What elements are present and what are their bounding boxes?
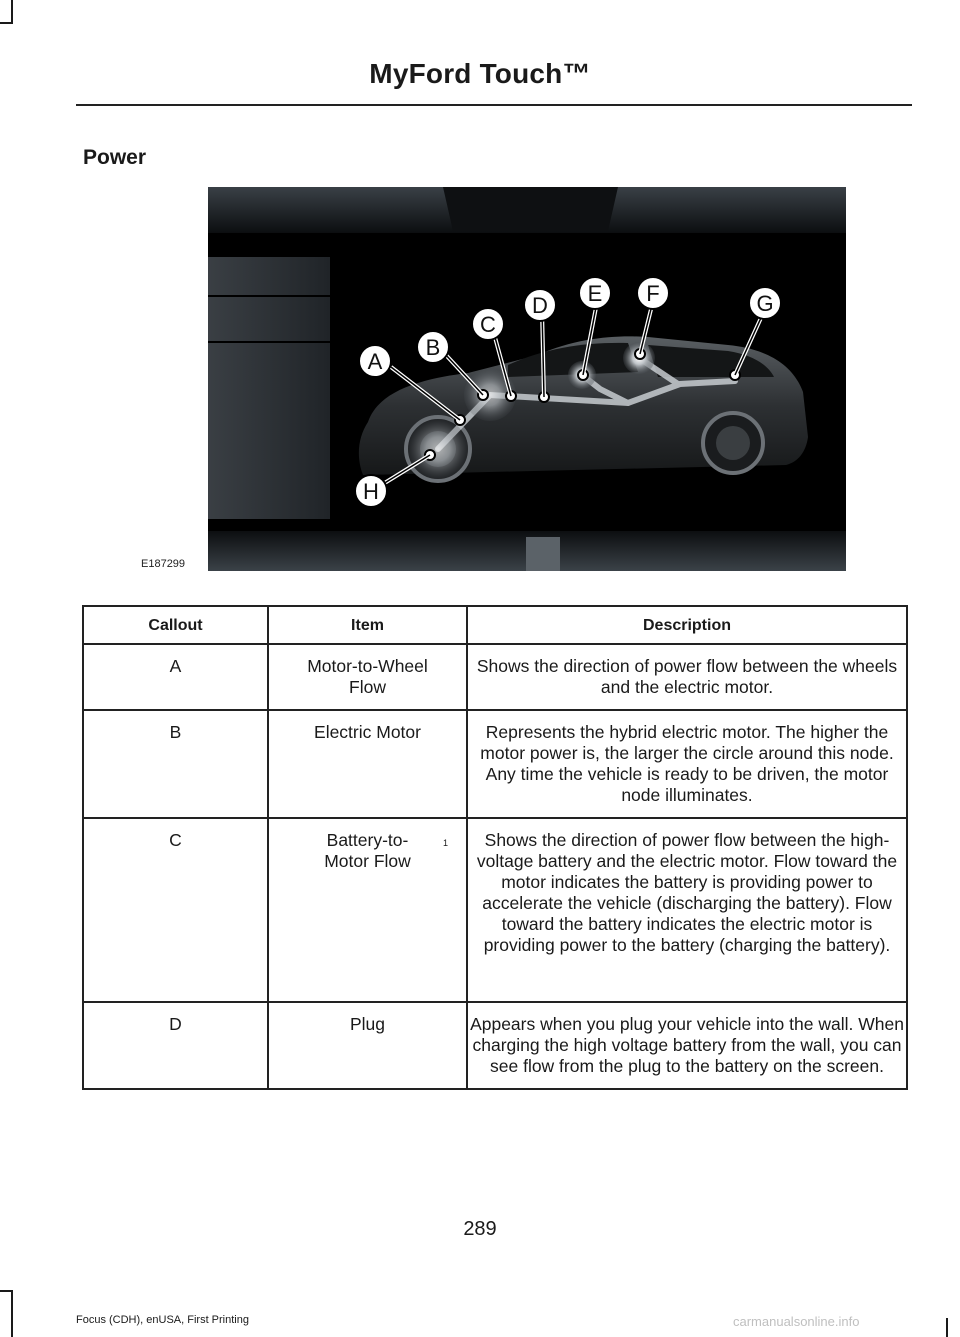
svg-text:C: C [480,312,496,337]
svg-text:A: A [367,349,383,374]
item-text: Electric Motor [314,722,421,742]
description-cell: Represents the hybrid electric motor. The higher the motor power is, the larger the circle around this node. Any time the vehicle is ready to be driven, the motor node illuminates. [467,710,907,818]
callout-g [749,287,781,319]
item-text: Battery-to-Motor Flow [324,830,411,871]
figure-code: E187299 [141,558,186,570]
column-header-callout: Callout [83,606,268,644]
svg-text:F: F [646,281,660,306]
page-header: MyFord Touch™ [369,58,591,89]
callout-cell: A [83,644,268,710]
callout-a [359,345,391,377]
description-cell: Shows the direction of power flow between the wheels and the electric motor. [467,644,907,710]
column-header-description: Description [467,606,907,644]
power-flow-illustration [208,187,846,571]
callout-cell: C [83,818,268,1002]
item-text: Motor-to-Wheel Flow [307,656,428,697]
callout-d [524,289,556,321]
table-row [83,644,907,710]
section-title: Power [83,146,147,169]
svg-text:B: B [425,335,441,360]
crop-mark [11,0,13,22]
power-flow-figure [208,187,846,571]
callout-b [417,331,449,363]
crop-mark [0,1290,13,1292]
page-number: 289 [463,1218,497,1240]
column-header-item: Item [268,606,467,644]
item-cell [268,710,467,818]
callout-cell: B [83,710,268,818]
item-cell [268,1002,467,1089]
footer-edition-text: Focus (CDH), enUSA, First Printing [76,1314,249,1326]
description-cell: Appears when you plug your vehicle into the wall. When charging the high voltage battery from the wall, you can see flow from the plug to the battery on the screen. [467,1002,907,1089]
callout-cell: D [83,1002,268,1089]
callout-h [355,475,387,507]
svg-text:E: E [587,281,603,306]
item-text: Plug [349,1014,386,1034]
table-row [83,818,907,1002]
callout-c [472,308,504,340]
svg-text:G: G [756,291,774,316]
crop-mark [11,1290,13,1337]
table-row [83,1002,907,1089]
callout-f [637,277,669,309]
item-cell [268,818,467,1002]
header-divider [76,104,912,106]
svg-text:H: H [363,479,379,504]
callout-table [82,605,908,1090]
svg-text:D: D [532,293,548,318]
table-row [83,710,907,818]
table-header-row [83,606,907,644]
crop-mark [0,22,13,24]
description-cell: Shows the direction of power flow between the high-voltage battery and the electric motor. Flow toward the motor indicates the battery is providing power to accelerate the vehicle (discharging the battery). Flow toward the battery indicates the electric motor is providing power to the battery (charging the battery). [467,818,907,1002]
watermark-text: carmanualsonline.info [733,1314,860,1329]
callout-e [579,277,611,309]
footnote-mark: 1 [442,838,448,848]
crop-mark [946,1318,948,1337]
item-cell [268,644,467,710]
